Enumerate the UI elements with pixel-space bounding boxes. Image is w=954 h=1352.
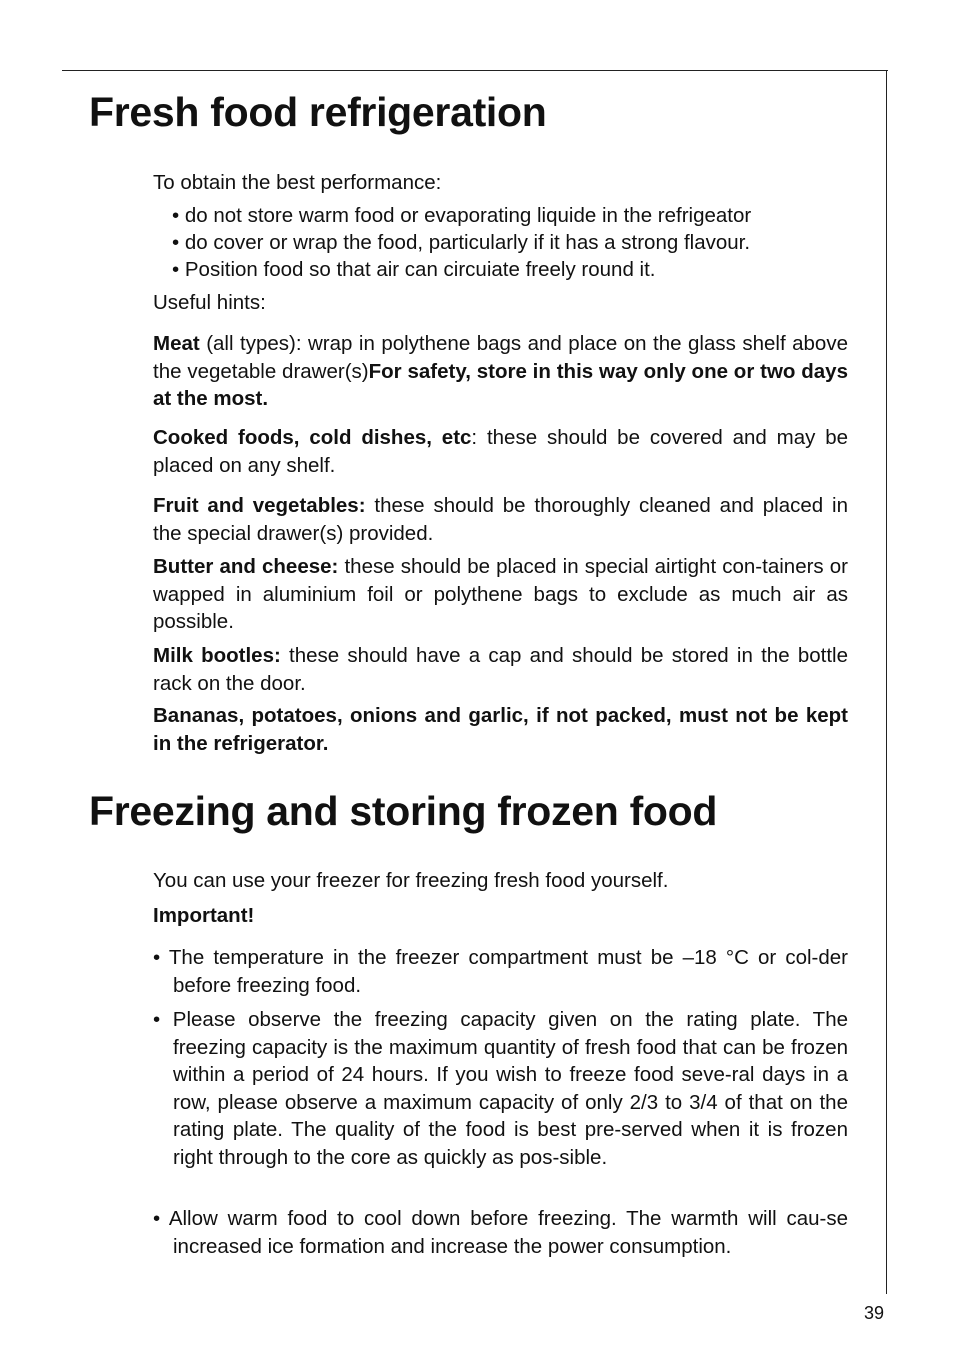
freezing-bullet: • Allow warm food to cool down before freezing. The warmth will cau-se increased ice formation and increase the power consumption. [153,1207,848,1258]
hint-fruit-vegetables [153,492,848,547]
hint-lead: Milk bootles: [153,644,281,667]
bullet-item: • Position food so that air can circuiate freely round it. [172,258,656,281]
important-text: Important! [153,904,255,927]
section-title-freezing: Freezing and storing frozen food [89,788,718,834]
hint-text: these should be thoroughly cleaned and placed in the special drawer(s) provided. [153,494,848,545]
hint-milk [153,642,848,697]
freezing-bullet: • Please observe the freezing capacity given on the rating plate. The freezing capacity is the maximum quantity of fresh food that can be frozen within a period of 24 hours. If you wish to freeze food seve-ral days in a row, please observe a maximum capacity of only 2/3 to 3/4 of that on the rating plate. The quality of the food is best pre-served when it is frozen right through to the core as quickly as pos-sible. [153,1008,848,1169]
hint-bananas-warning [153,702,848,757]
intro-text: To obtain the best performance: [153,171,442,194]
hint-cooked-foods [153,424,848,479]
hint-lead: Cooked foods, cold dishes, etc [153,426,472,449]
hint-butter-cheese [153,553,848,636]
hint-lead: Meat [153,332,200,355]
hint-text: : these should be covered and may be placed on any shelf. [153,426,848,477]
hints-label: Useful hints: [153,291,266,314]
important-label [153,902,848,930]
right-rule [886,70,887,1294]
top-rule [62,70,888,71]
hint-lead: Butter and cheese: [153,555,339,578]
warning-text: Bananas, potatoes, onions and garlic, if not packed, must not be kept in the refrigerator. [153,704,848,755]
hint-text: these should have a cap and should be stored in the bottle rack on the door. [153,644,848,695]
section-title-fresh-food: Fresh food refrigeration [89,89,547,135]
hint-warning: For safety, store in this way only one or two days at the most. [153,359,848,410]
bullet-item: • do cover or wrap the food, particularly if it has a strong flavour. [172,231,751,254]
hint-meat [153,330,848,413]
hint-lead: Fruit and vegetables: [153,494,366,517]
hint-text: (all types): wrap in polythene bags and place on the glass shelf above the vegetable drawer(s) [153,332,848,383]
page-number: 39 [864,1303,885,1323]
freezer-intro: You can use your freezer for freezing fresh food yourself. [153,869,669,892]
hint-text: these should be placed in special airtight con-tainers or wapped in aluminium foil or polythene bags to exclude as much air as possible. [153,555,848,633]
bullet-item: • do not store warm food or evaporating liquide in the refrigeator [172,204,752,227]
freezing-bullet: • The temperature in the freezer compartment must be –18 °C or col-der before freezing food. [153,946,848,997]
